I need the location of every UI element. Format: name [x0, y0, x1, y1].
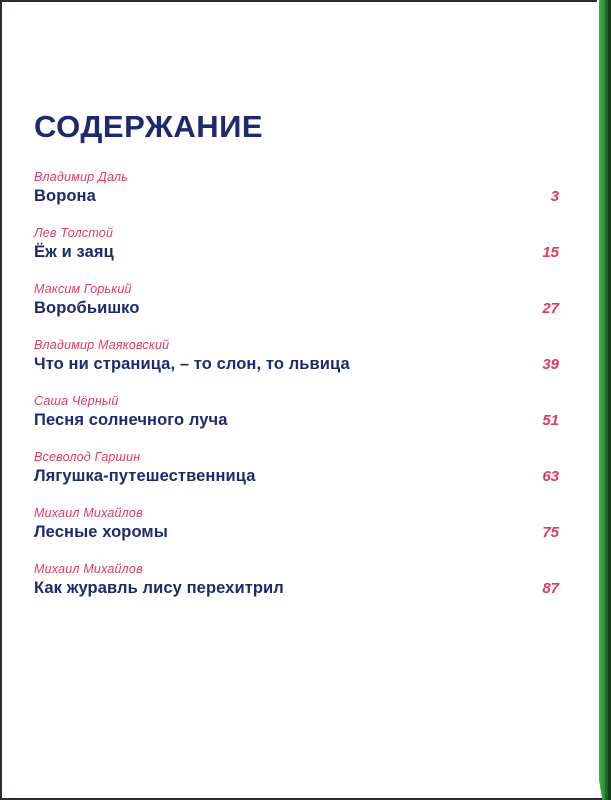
- entry-row: [34, 299, 571, 318]
- entry-page-number: 51: [542, 412, 559, 430]
- list-item: [34, 282, 571, 318]
- scan-edge-top: [0, 0, 611, 2]
- table-of-contents: [34, 170, 571, 598]
- entry-row: [34, 579, 571, 598]
- entry-title: Как журавль лису перехитрил: [34, 579, 284, 598]
- entry-page-number: 63: [542, 468, 559, 486]
- entry-row: [34, 467, 571, 486]
- entry-title: Ёж и заяц: [34, 243, 114, 262]
- entry-row: [34, 523, 571, 542]
- entry-page-number: 87: [542, 580, 559, 598]
- list-item: [34, 506, 571, 542]
- entry-title: Песня солнечного луча: [34, 411, 228, 430]
- entry-page-number: 75: [542, 524, 559, 542]
- entry-row: [34, 355, 571, 374]
- entry-title: Лягушка-путешественница: [34, 467, 256, 486]
- entry-author: Лев Толстой: [34, 226, 114, 241]
- entry-title: Ворона: [34, 187, 96, 206]
- list-item: [34, 226, 571, 262]
- entry-title: Воробьишко: [34, 299, 140, 318]
- entry-author: Михаил Михайлов: [34, 506, 143, 521]
- list-item: [34, 450, 571, 486]
- entry-row: [34, 411, 571, 430]
- entry-title: Лесные хоромы: [34, 523, 168, 542]
- entry-author: Всеволод Гаршин: [34, 450, 141, 465]
- list-item: [34, 338, 571, 374]
- entry-title: Что ни страница, – то слон, то львица: [34, 355, 350, 374]
- entry-row: [34, 187, 571, 206]
- entry-author: Михаил Михайлов: [34, 562, 143, 577]
- scan-edge-left: [0, 0, 2, 800]
- entry-author: Владимир Даль: [34, 170, 128, 185]
- entry-page-number: 15: [542, 244, 559, 262]
- entry-page-number: 3: [550, 188, 559, 206]
- page-title: СОДЕРЖАНИЕ: [34, 109, 264, 144]
- list-item: [34, 394, 571, 430]
- list-item: [34, 170, 571, 206]
- entry-author: Владимир Маяковский: [34, 338, 170, 353]
- entry-author: Максим Горький: [34, 282, 132, 297]
- list-item: [34, 562, 571, 598]
- entry-author: Саша Чёрный: [34, 394, 119, 409]
- entry-row: [34, 243, 571, 262]
- entry-page-number: 27: [542, 300, 559, 318]
- entry-page-number: 39: [542, 356, 559, 374]
